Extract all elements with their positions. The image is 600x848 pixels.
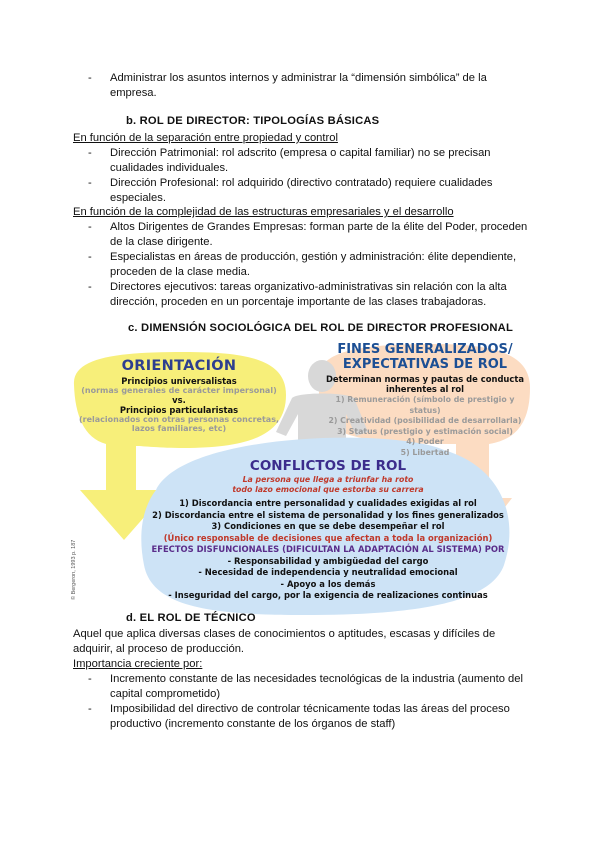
section-d-subheading: Importancia creciente por: [73, 658, 203, 670]
list-item: Especialistas en áreas de producción, gestión y administración: élite dependiente, proceden de la clase media. [110, 251, 517, 278]
list-item: 5) Libertad [400, 447, 450, 457]
orientacion-title: ORIENTACIÓN [121, 358, 237, 374]
list-item: 4) Poder [406, 437, 444, 446]
list-item: Dirección Profesional: rol adquirido (directivo contratado) requiere cualidades especiales. [110, 177, 493, 204]
conflictos-note: (Único responsable de decisiones que afectan a toda la organización) [163, 532, 493, 543]
bullet-dash: - [88, 281, 92, 293]
orientacion-line: Principios universalistas [121, 376, 237, 386]
conflictos-block [146, 458, 510, 602]
bullet-dash: - [88, 72, 92, 84]
rol-director-diagram [64, 340, 536, 620]
fines-line: Determinan normas y pautas de conducta [325, 374, 525, 384]
bullet-dash: - [88, 221, 92, 233]
diagram-side-caption: © Bergeron, 1993 p. 187 [71, 539, 77, 600]
section-b-subheading-2: En función de la complejidad de las estructuras empresariales y el desarrollo [73, 206, 454, 218]
orientacion-line: vs. [172, 395, 186, 405]
list-item: 3) Status (prestigio y estimación social) [337, 426, 513, 436]
efectos-items [146, 556, 510, 602]
list-item: - Necesidad de independencia y neutralidad emocional [198, 567, 458, 577]
section-b-subheading-1: En función de la separación entre propiedad y control [73, 132, 338, 144]
list-item: 2) Creatividad (posibilidad de desarrollarla) [328, 416, 522, 425]
bullet-dash: - [88, 251, 92, 263]
fines-block [322, 342, 528, 458]
list-item: 1) Discordancia entre personalidad y cualidades exigidas al rol [179, 498, 477, 508]
bullet-dash: - [88, 147, 92, 159]
list-item: Incremento constante de las necesidades tecnológicas de la industria (aumento del capital comprometido) [110, 673, 523, 700]
list-item: 1) Remuneración (símbolo de prestigio y status) [335, 395, 515, 415]
fines-items [322, 395, 528, 458]
section-c-title: c. DIMENSIÓN SOCIOLÓGICA DEL ROL DE DIRECTOR PROFESIONAL [128, 322, 513, 334]
intro-bullet: Administrar los asuntos internos y administrar la “dimensión simbólica” de la empresa. [110, 72, 487, 99]
fines-title: FINES GENERALIZADOS/ [337, 342, 513, 357]
conflictos-title: CONFLICTOS DE ROL [249, 458, 407, 474]
conflictos-items [146, 498, 510, 533]
orientacion-line: (relacionados con otras personas concretas, [78, 415, 279, 424]
fines-line: inherentes al rol [385, 384, 465, 394]
list-item: Imposibilidad del directivo de controlar técnicamente todas las áreas del proceso productivo (incremento constante de los órganos de staff) [110, 703, 510, 730]
bullet-dash: - [88, 673, 92, 685]
list-item: Directores ejecutivos: tareas organizativo-administrativas sin relación con la alta dirección, proceden en un porcentaje importante de las clases trabajadoras. [110, 281, 507, 308]
list-item: - Responsabilidad y ambigüedad del cargo [227, 555, 429, 566]
bullet-dash: - [88, 177, 92, 189]
section-b-title: b. ROL DE DIRECTOR: TIPOLOGÍAS BÁSICAS [126, 115, 380, 127]
conflictos-quote: La persona que llega a triunfar ha roto todo lazo emocional que estorba su carrera [232, 475, 424, 494]
list-item: - Inseguridad del cargo, por la exigencia de realizaciones continuas [168, 590, 488, 600]
efectos-heading: EFECTOS DISFUNCIONALES (DIFICULTAN LA ADAPTACIÓN AL SISTEMA) POR [151, 544, 505, 554]
section-d-paragraph: Aquel que aplica diversas clases de conocimientos o aptitudes, escasas y difíciles de adquirir, al proceso de producción. [73, 628, 496, 655]
orientacion-block [74, 358, 284, 433]
fines-title: EXPECTATIVAS DE ROL [342, 357, 508, 372]
list-item: Dirección Patrimonial: rol adscrito (empresa o capital familiar) no se precisan cualidades individuales. [110, 147, 491, 174]
orientacion-line: Principios particularistas [119, 405, 239, 415]
list-item: 3) Condiciones en que se debe desempeñar el rol [211, 521, 445, 531]
bullet-dash: - [88, 703, 92, 715]
orientacion-line: lazos familiares, etc) [131, 424, 227, 433]
list-item: 2) Discordancia entre el sistema de personalidad y los fines generalizados [152, 509, 504, 520]
list-item: Altos Dirigentes de Grandes Empresas: forman parte de la élite del Poder, proceden de la clase dirigente. [110, 221, 528, 248]
orientacion-line: (normas generales de carácter impersonal) [81, 386, 277, 395]
section-d-title: d. EL ROL DE TÉCNICO [126, 612, 256, 624]
list-item: - Apoyo a los demás [280, 578, 376, 589]
